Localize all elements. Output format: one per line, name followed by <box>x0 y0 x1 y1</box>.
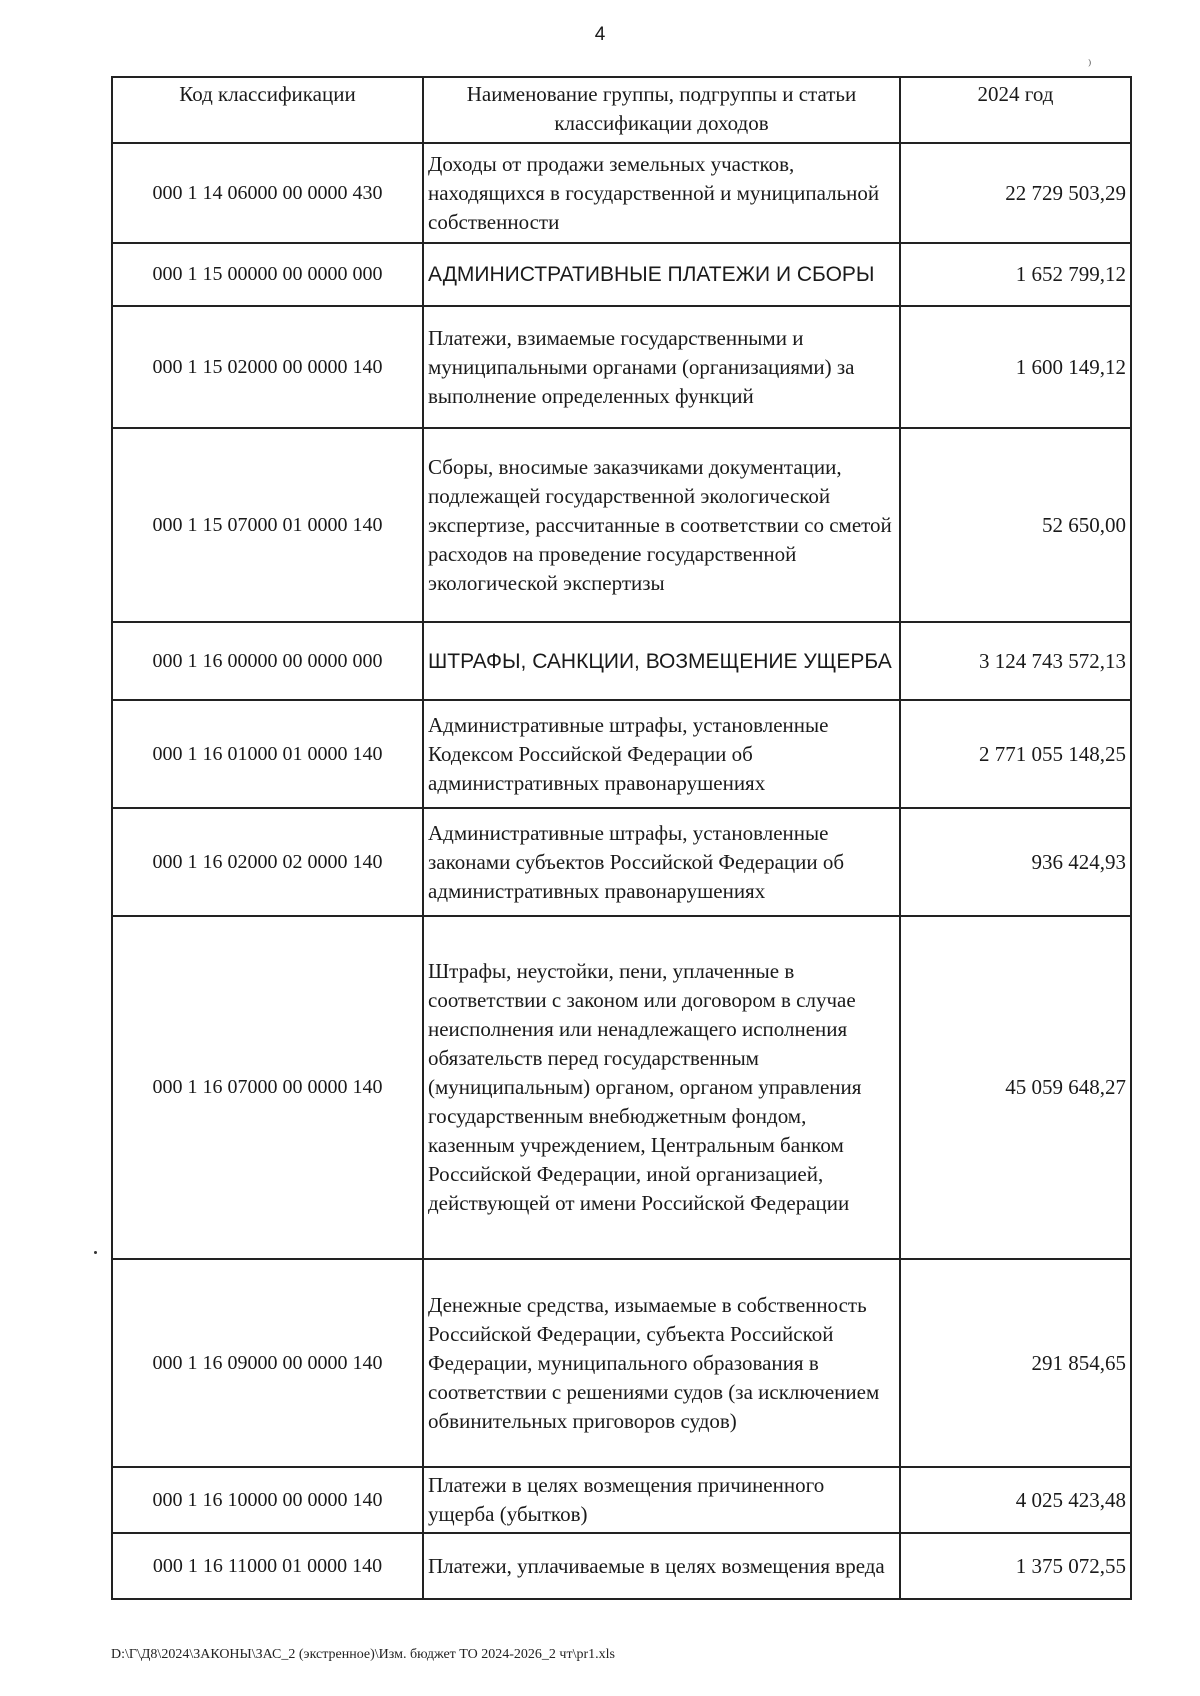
table-row <box>112 622 1131 700</box>
classification-code: 000 1 16 07000 00 0000 140 <box>112 916 423 1259</box>
corner-mark: ⁾ <box>1088 59 1092 74</box>
table-row <box>112 1259 1131 1467</box>
classification-name: Платежи, взимаемые государственными и муниципальными органами (организациями) за выполнение определенных функций <box>423 306 900 428</box>
classification-code: 000 1 15 02000 00 0000 140 <box>112 306 423 428</box>
classification-name: Административные штрафы, установленные законами субъектов Российской Федерации об административных правонарушениях <box>423 808 900 916</box>
table-row <box>112 916 1131 1259</box>
stray-dot <box>94 1251 97 1254</box>
footer-file-path: D:\Г\Д8\2024\ЗАКОНЫ\ЗАС_2 (экстренное)\Изм. бюджет ТО 2024-2026_2 чт\pr1.xls <box>111 1647 615 1662</box>
classification-code: 000 1 16 02000 02 0000 140 <box>112 808 423 916</box>
table-row <box>112 243 1131 306</box>
classification-code: 000 1 15 00000 00 0000 000 <box>112 243 423 306</box>
classification-name: Платежи, уплачиваемые в целях возмещения вреда <box>423 1533 900 1599</box>
classification-code: 000 1 16 09000 00 0000 140 <box>112 1259 423 1467</box>
income-classification-table <box>111 76 1132 1600</box>
page-number: 4 <box>594 24 606 45</box>
classification-code: 000 1 16 10000 00 0000 140 <box>112 1467 423 1533</box>
table-row <box>112 143 1131 243</box>
table-row <box>112 1467 1131 1533</box>
classification-code: 000 1 14 06000 00 0000 430 <box>112 143 423 243</box>
classification-name: Денежные средства, изымаемые в собственность Российской Федерации, субъекта Российской Федерации, муниципального образования в соответствии с решениями судов (за исключением обвинительных приговоров судов) <box>423 1259 900 1467</box>
table-row <box>112 808 1131 916</box>
table-row <box>112 700 1131 808</box>
classification-code: 000 1 16 01000 01 0000 140 <box>112 700 423 808</box>
amount-2024: 45 059 648,27 <box>900 916 1131 1259</box>
header-year-2024: 2024 год <box>900 77 1131 143</box>
amount-2024: 1 652 799,12 <box>900 243 1131 306</box>
table-row <box>112 428 1131 622</box>
classification-name: ШТРАФЫ, САНКЦИИ, ВОЗМЕЩЕНИЕ УЩЕРБА <box>423 622 900 700</box>
classification-name: Платежи в целях возмещения причиненного ущерба (убытков) <box>423 1467 900 1533</box>
table-row <box>112 1533 1131 1599</box>
classification-code: 000 1 16 11000 01 0000 140 <box>112 1533 423 1599</box>
classification-name: Административные штрафы, установленные Кодексом Российской Федерации об административных правонарушениях <box>423 700 900 808</box>
classification-name: Штрафы, неустойки, пени, уплаченные в соответствии с законом или договором в случае неисполнения или ненадлежащего исполнения обязательств перед государственным (муниципальным) органом, органом управления государственным внебюджетным фондом, казенным учреждением, Центральным банком Российской Федерации, иной организацией, действующей от имени Российской Федерации <box>423 916 900 1259</box>
amount-2024: 2 771 055 148,25 <box>900 700 1131 808</box>
header-classification-code: Код классификации <box>112 77 423 143</box>
amount-2024: 936 424,93 <box>900 808 1131 916</box>
amount-2024: 52 650,00 <box>900 428 1131 622</box>
amount-2024: 4 025 423,48 <box>900 1467 1131 1533</box>
classification-name: Сборы, вносимые заказчиками документации, подлежащей государственной экологической экспертизе, рассчитанные в соответствии со сметой расходов на проведение государственной экологической экспертизы <box>423 428 900 622</box>
classification-name: Доходы от продажи земельных участков, находящихся в государственной и муниципальной собственности <box>423 143 900 243</box>
header-classification-name: Наименование группы, подгруппы и статьи классификации доходов <box>423 77 900 143</box>
amount-2024: 22 729 503,29 <box>900 143 1131 243</box>
amount-2024: 3 124 743 572,13 <box>900 622 1131 700</box>
classification-name: АДМИНИСТРАТИВНЫЕ ПЛАТЕЖИ И СБОРЫ <box>423 243 900 306</box>
amount-2024: 1 375 072,55 <box>900 1533 1131 1599</box>
amount-2024: 1 600 149,12 <box>900 306 1131 428</box>
table-header-row <box>112 77 1131 143</box>
classification-code: 000 1 16 00000 00 0000 000 <box>112 622 423 700</box>
amount-2024: 291 854,65 <box>900 1259 1131 1467</box>
classification-code: 000 1 15 07000 01 0000 140 <box>112 428 423 622</box>
table-row <box>112 306 1131 428</box>
